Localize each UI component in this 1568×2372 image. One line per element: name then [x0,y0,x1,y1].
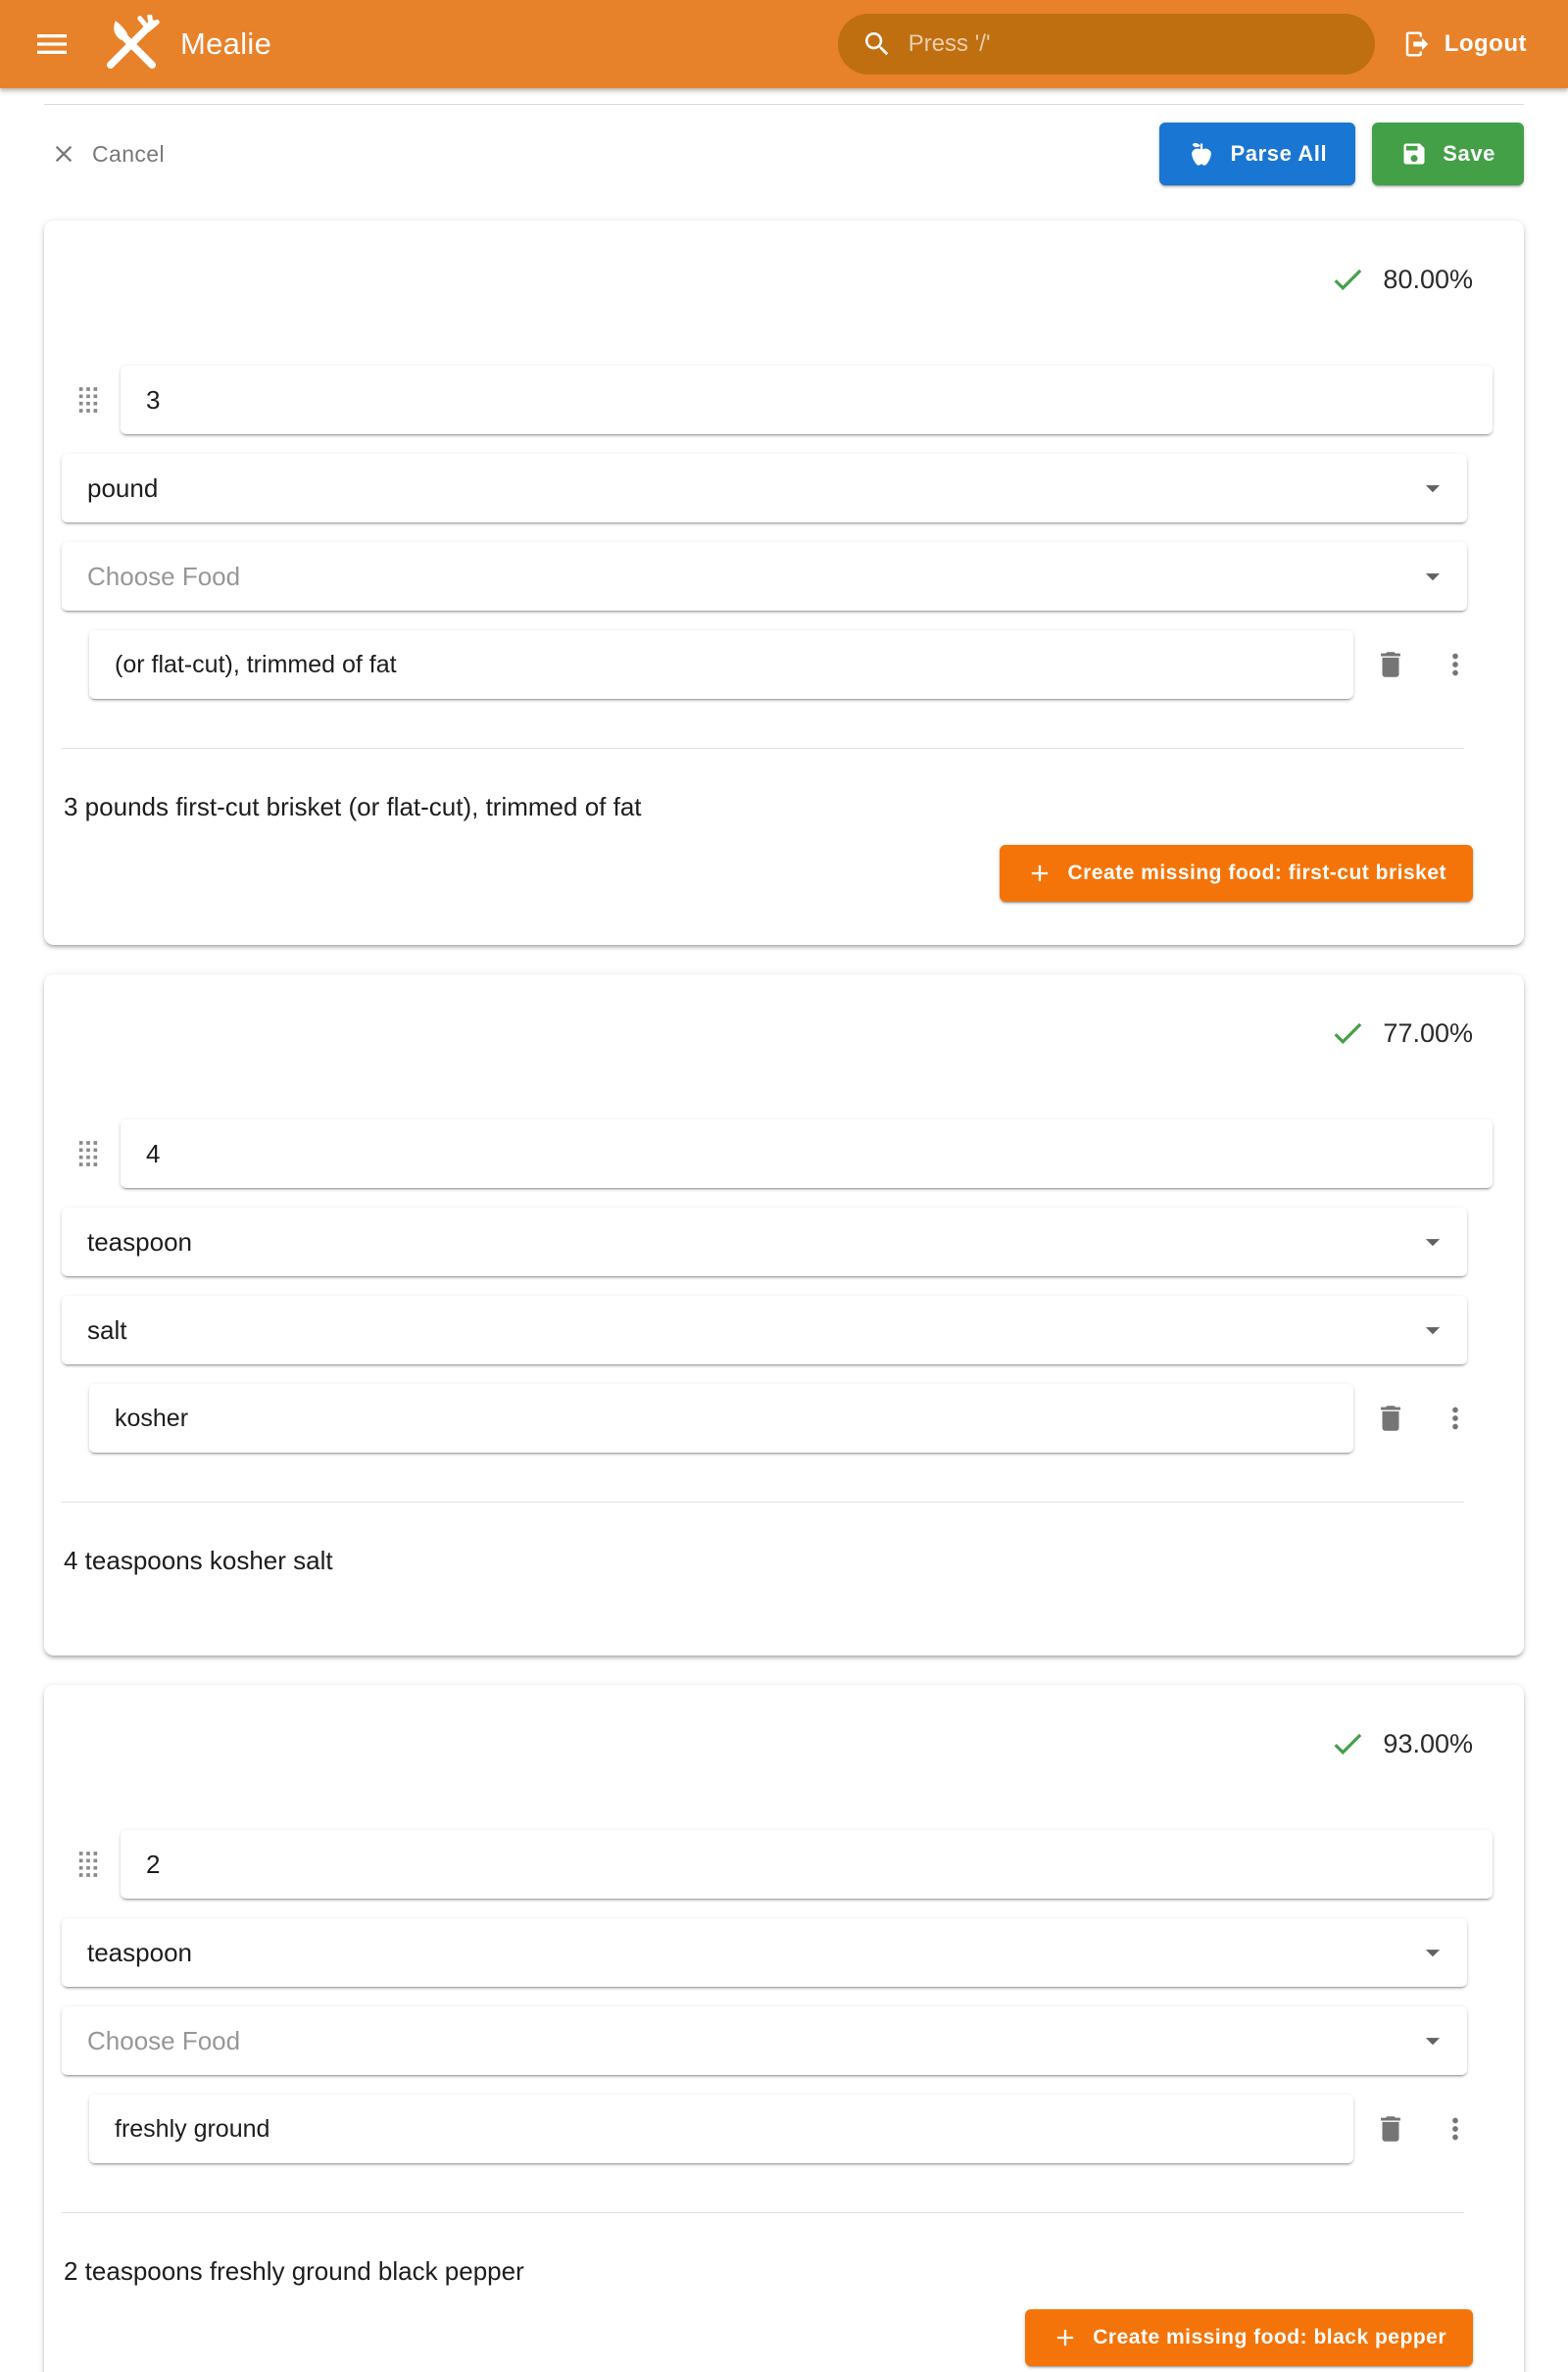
chevron-down-icon [1416,1936,1449,1969]
check-icon [1329,1014,1366,1052]
quantity-input[interactable] [146,1139,1467,1169]
parser-toolbar [44,117,1524,191]
save-button[interactable] [1372,123,1524,185]
note-input[interactable] [115,2115,1328,2144]
ingredient-card [44,1685,1524,2372]
check-icon [1329,1725,1366,1762]
apple-icon [1188,140,1215,168]
logout-icon [1402,29,1432,59]
check-icon [1329,261,1366,298]
kebab-menu-icon [1439,2112,1472,2146]
cancel-button[interactable] [44,132,171,175]
logout-label: Logout [1444,30,1527,57]
confidence-row [60,260,1508,299]
more-options-button[interactable] [1428,637,1483,692]
note-field[interactable] [89,1384,1353,1453]
quantity-field[interactable] [121,366,1493,434]
chevron-down-icon [1416,1225,1449,1259]
original-ingredient-text: 3 pounds first-cut brisket (or flat-cut), trimmed of fat [64,792,642,821]
save-label: Save [1443,141,1495,166]
create-missing-food-label: Create missing food: first-cut brisket [1067,862,1446,884]
parse-all-label: Parse All [1230,141,1328,166]
chevron-down-icon [1416,471,1449,505]
confidence-value: 77.00% [1383,1017,1473,1048]
ingredient-parser-page [0,104,1568,2372]
unit-select[interactable] [62,1918,1467,1987]
search-input[interactable] [838,14,1375,74]
food-value: salt [87,1314,127,1345]
note-input[interactable] [115,1405,1328,1433]
plus-icon [1026,860,1054,887]
kebab-menu-icon [1439,648,1472,681]
food-select[interactable] [62,542,1467,611]
logout-button[interactable] [1398,24,1531,65]
drag-handle-icon[interactable] [66,378,111,421]
drag-handle-icon[interactable] [66,1843,111,1886]
unit-value: teaspoon [87,1226,192,1257]
food-placeholder: Choose Food [87,2025,241,2055]
create-missing-food-label: Create missing food: black pepper [1093,2326,1446,2348]
kebab-menu-icon [1439,1402,1472,1435]
quantity-input[interactable] [146,385,1467,416]
card-divider [62,2212,1464,2213]
delete-ingredient-button[interactable] [1363,637,1418,692]
mealie-logo-icon [102,15,161,74]
food-placeholder: Choose Food [87,561,241,591]
confidence-row [60,1724,1508,1763]
card-divider [62,748,1464,749]
cancel-label: Cancel [92,140,165,167]
food-select[interactable] [62,2006,1467,2075]
ingredient-card [44,974,1524,1655]
plus-icon [1052,2324,1079,2351]
trash-icon [1374,2112,1407,2146]
unit-select[interactable] [62,454,1467,522]
original-ingredient-text: 4 teaspoons kosher salt [64,1546,333,1575]
top-divider [44,104,1524,105]
menu-icon[interactable] [29,22,74,67]
chevron-down-icon [1416,560,1449,593]
confidence-value: 93.00% [1383,1728,1473,1758]
confidence-row [60,1013,1508,1053]
create-missing-food-button[interactable] [1025,2309,1473,2366]
original-ingredient-text: 2 teaspoons freshly ground black pepper [64,2256,524,2286]
close-icon [50,140,77,168]
more-options-button[interactable] [1428,1391,1483,1446]
quantity-field[interactable] [121,1119,1493,1188]
app-title: Mealie [180,26,272,61]
app-bar [0,0,1568,88]
unit-value: teaspoon [87,1937,192,1967]
search-placeholder: Press '/' [907,30,991,57]
delete-ingredient-button[interactable] [1363,1391,1418,1446]
trash-icon [1374,648,1407,681]
quantity-field[interactable] [121,1830,1493,1899]
card-divider [62,1502,1464,1503]
search-icon [861,28,893,60]
unit-select[interactable] [62,1208,1467,1276]
more-options-button[interactable] [1428,2101,1483,2156]
chevron-down-icon [1416,1313,1449,1347]
trash-icon [1374,1402,1407,1435]
save-icon [1400,140,1428,168]
note-field[interactable] [89,2095,1353,2163]
quantity-input[interactable] [146,1850,1467,1880]
chevron-down-icon [1416,2024,1449,2057]
parse-all-button[interactable] [1159,123,1355,185]
create-missing-food-button[interactable] [1000,845,1473,902]
ingredient-card [44,221,1524,945]
note-input[interactable] [115,651,1328,679]
note-field[interactable] [89,630,1353,699]
delete-ingredient-button[interactable] [1363,2101,1418,2156]
food-select[interactable] [62,1296,1467,1364]
drag-handle-icon[interactable] [66,1132,111,1175]
unit-value: pound [87,472,159,503]
confidence-value: 80.00% [1383,264,1473,294]
